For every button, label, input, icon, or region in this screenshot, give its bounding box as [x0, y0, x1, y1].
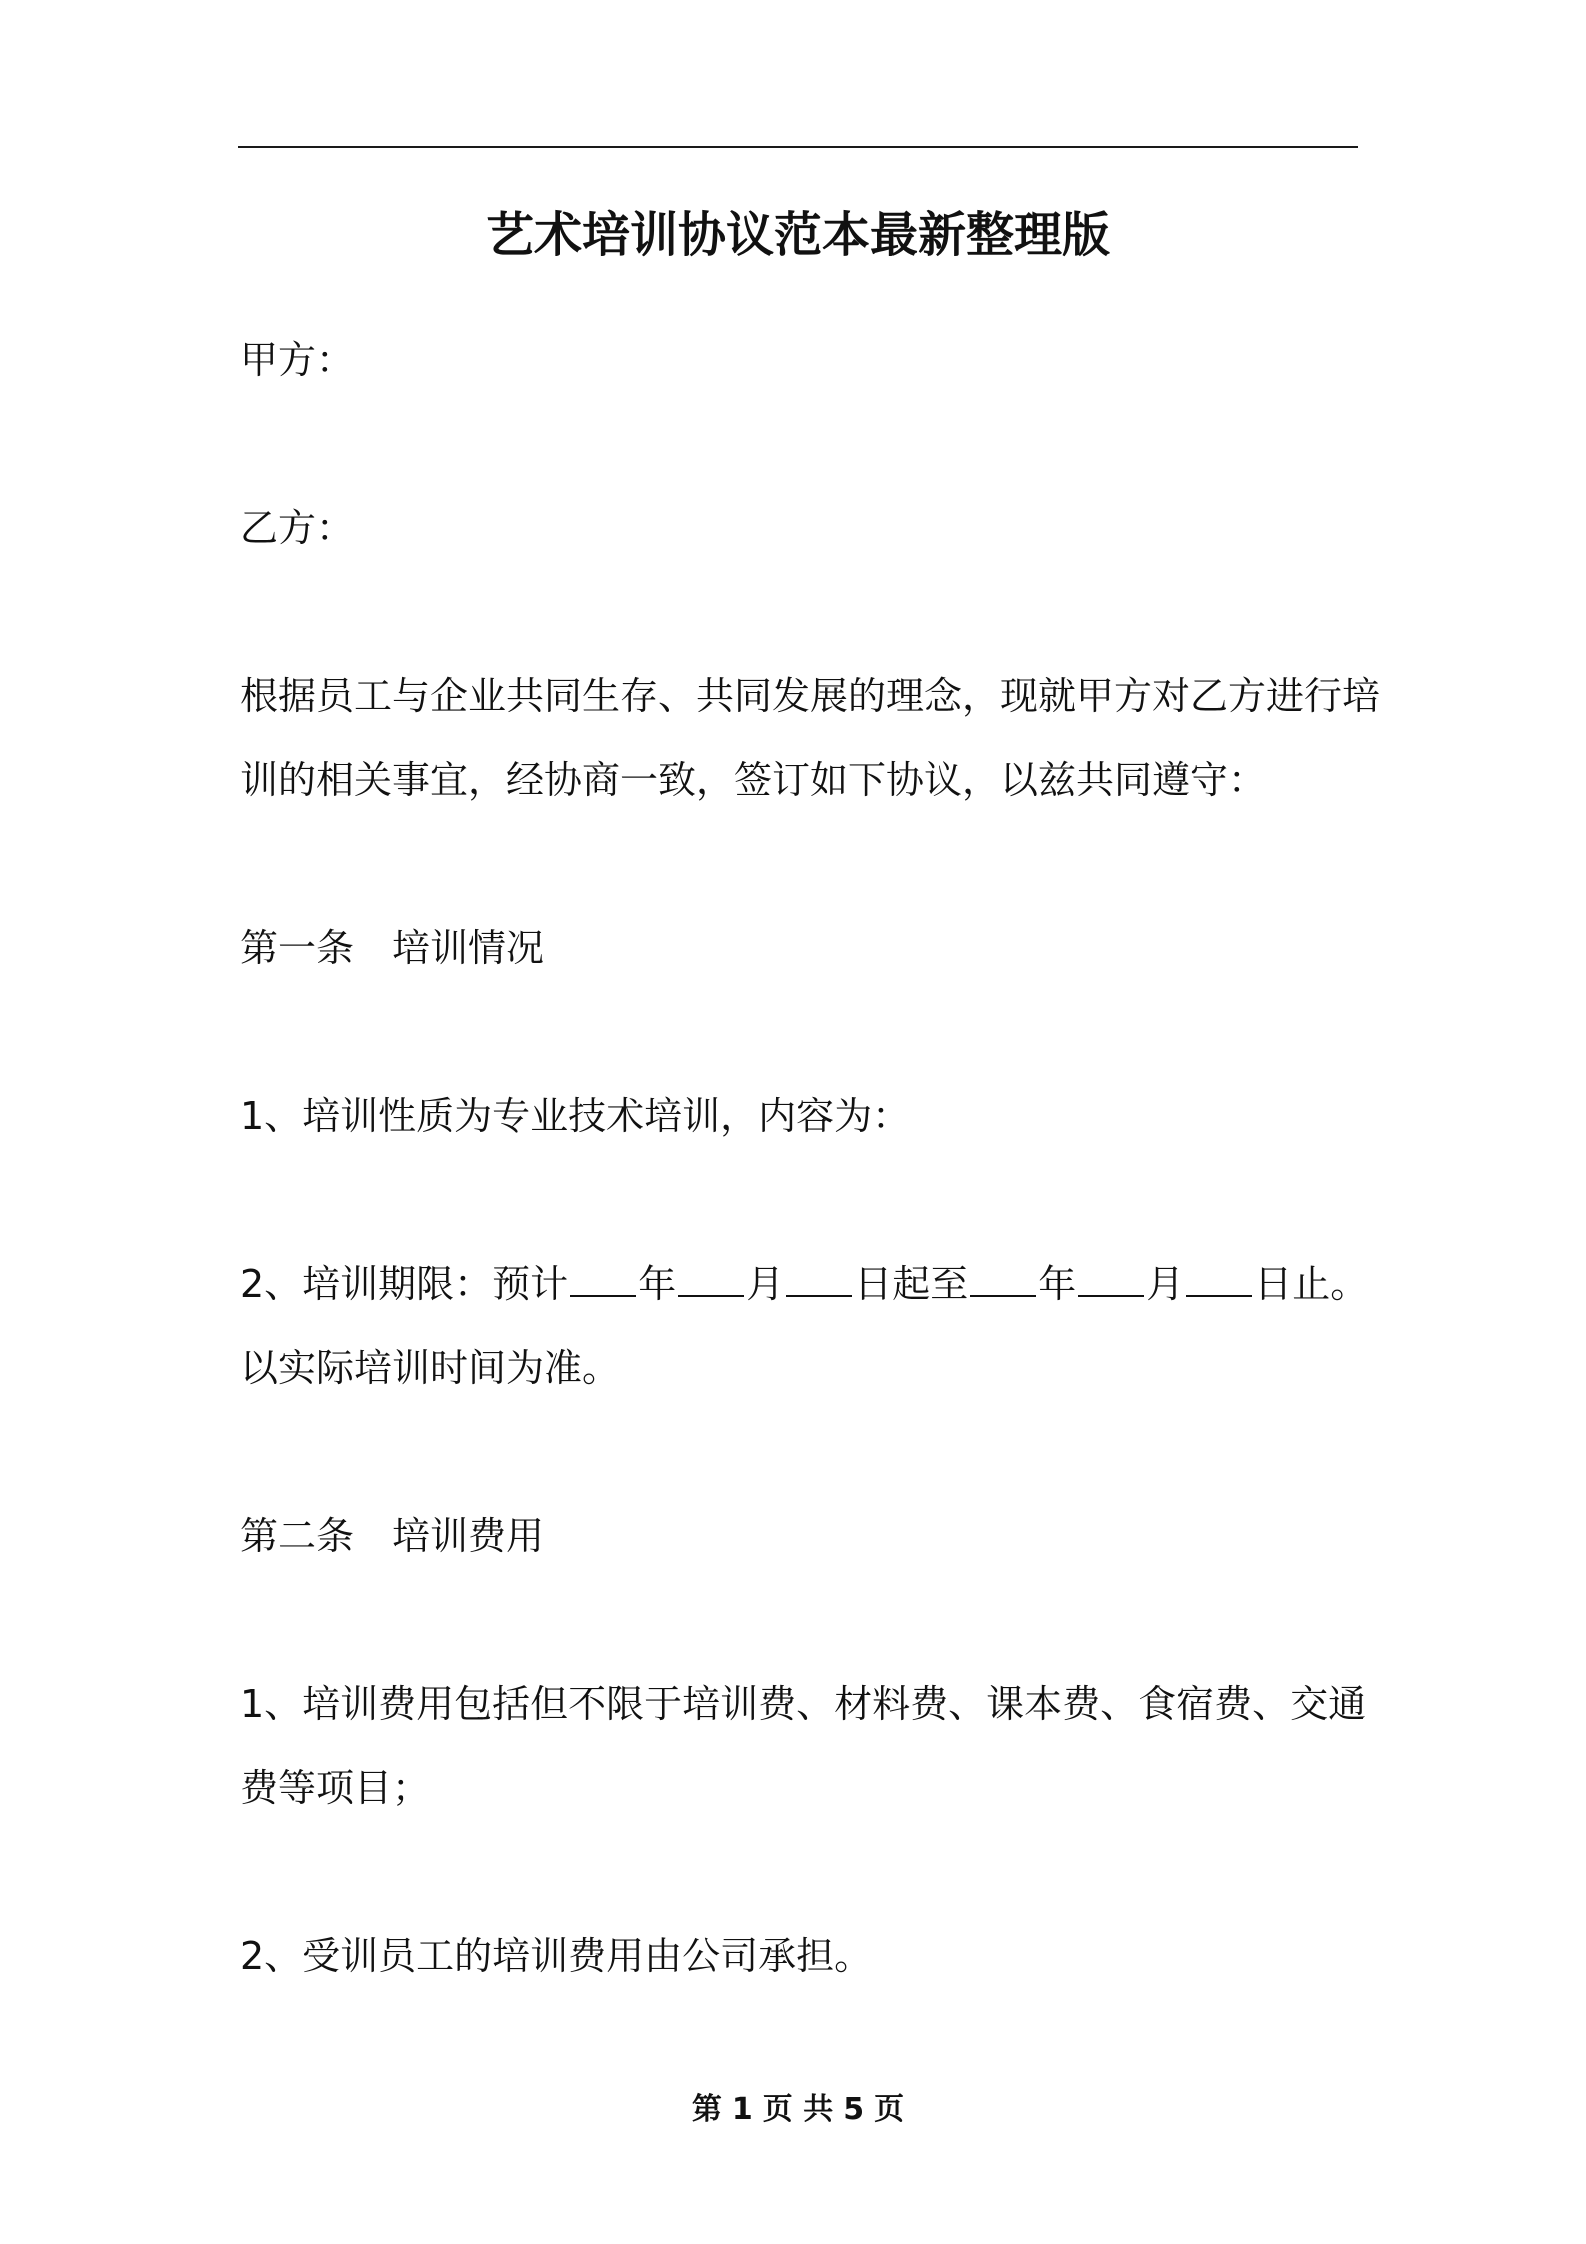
- article-2-item-1-line-1: 1、培训费用包括但不限于培训费、材料费、课本费、食宿费、交通: [240, 1682, 1367, 1726]
- end-day-blank: [1186, 1267, 1252, 1297]
- party-a-label: 甲方：: [240, 338, 355, 382]
- article-2-heading: 第二条 培训费用: [240, 1514, 545, 1558]
- document-title: 艺术培训协议范本最新整理版: [485, 207, 1110, 263]
- start-year-label: 年: [638, 1262, 677, 1306]
- article-1-item-2: [240, 1242, 1368, 1326]
- footer-middle: 页 共: [762, 2092, 834, 2127]
- article-1-heading: 第一条 培训情况: [240, 926, 545, 970]
- training-period-prefix: 2、培训期限：预计: [240, 1262, 569, 1306]
- end-day-label: 日止。: [1254, 1262, 1369, 1306]
- footer-total-pages: 5: [843, 2092, 865, 2127]
- footer-prefix: 第: [691, 2092, 722, 2127]
- start-day-label: 日起至: [854, 1262, 969, 1306]
- start-month-label: 月: [746, 1262, 785, 1306]
- party-b-label: 乙方：: [240, 506, 355, 550]
- intro-line-2: 训的相关事宜，经协商一致，签订如下协议，以兹共同遵守：: [240, 758, 1267, 802]
- start-day-blank: [786, 1267, 852, 1297]
- footer-page-number: 1: [731, 2092, 753, 2127]
- page-footer: [238, 2090, 1358, 2130]
- article-2-item-2: 2、受训员工的培训费用由公司承担。: [240, 1934, 873, 1978]
- article-2-item-1-line-2: 费等项目；: [240, 1766, 431, 1810]
- end-year-label: 年: [1038, 1262, 1077, 1306]
- start-month-blank: [678, 1267, 744, 1297]
- end-year-blank: [970, 1267, 1036, 1297]
- footer-suffix: 页: [874, 2092, 905, 2127]
- end-month-blank: [1078, 1267, 1144, 1297]
- header-divider: [238, 146, 1358, 148]
- end-month-label: 月: [1146, 1262, 1185, 1306]
- start-year-blank: [570, 1267, 636, 1297]
- article-1-item-2-continuation: 以实际培训时间为准。: [240, 1346, 621, 1390]
- article-1-item-1: 1、培训性质为专业技术培训，内容为：: [240, 1094, 911, 1138]
- intro-line-1: 根据员工与企业共同生存、共同发展的理念，现就甲方对乙方进行培: [240, 674, 1381, 718]
